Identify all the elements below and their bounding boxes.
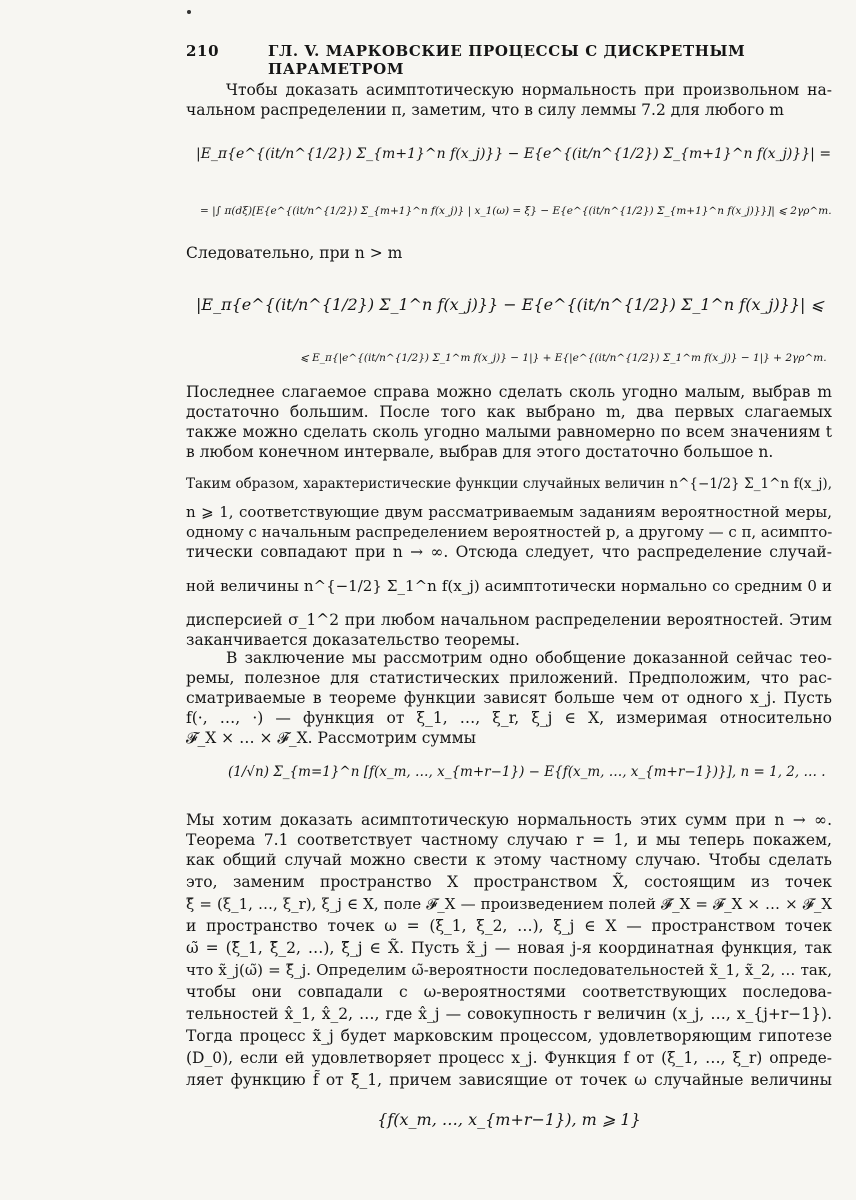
equation-3: (1/√n) Σ_{m=1}^n [f(x_m, …, x_{m+r−1}) − E{f(x_m, …, x_{m+r−1})}], n = 1, 2, … .	[228, 764, 826, 780]
text-line: Тогда процесс x̃_j будет марковским процессом, удовлетворяющим гипотезе	[186, 1027, 832, 1045]
text-line: 𝓕_X × … × 𝓕_X. Рассмотрим суммы	[186, 729, 476, 747]
page-number: 210	[186, 42, 220, 60]
equation-1-line-1: |E_π{e^{(it/n^{1/2}) Σ_{m+1}^n f(x_j)}} − E{e^{(it/n^{1/2}) Σ_{m+1}^n f(x_j)}}| =	[196, 146, 832, 162]
running-header	[186, 38, 836, 78]
text-line: Последнее слагаемое справа можно сделать сколь угодно малым, выбрав m	[186, 383, 832, 401]
text-line: n ⩾ 1, соответствующие двум рассматриваемым заданиям вероятностной меры,	[186, 503, 832, 521]
text-line: что x̃_j(ω̃) = ξ̃_j. Определим ω̃-вероятности последовательностей x̃_1, x̃_2, … так,	[186, 961, 832, 979]
text-line: одному с начальным распределением вероятностей p, а другому — с π, асимпто-	[186, 523, 833, 541]
text-line: чтобы они совпадали с ω-вероятностями соответствующих последова-	[186, 983, 832, 1001]
text-line: дисперсией σ_1^2 при любом начальном распределении вероятностей. Этим	[186, 611, 832, 629]
text-line: в любом конечном интервале, выбрав для этого достаточно большое n.	[186, 443, 774, 461]
text-line: ξ̃ = (ξ_1, …, ξ_r), ξ_j ∈ X, поле 𝓕_X — произведением полей 𝓕̃_X = 𝓕_X × … × 𝓕_X	[186, 895, 832, 913]
text-line: как общий случай можно свести к этому частному случаю. Чтобы сделать	[186, 851, 832, 869]
text-line: заканчивается доказательство теоремы.	[186, 631, 520, 649]
text-line: чальном распределении π, заметим, что в силу леммы 7.2 для любого m	[186, 101, 784, 119]
equation-2-line-2: ⩽ E_π{|e^{(it/n^{1/2}) Σ_1^m f(x_j)} − 1|} + E{|e^{(it/n^{1/2}) Σ_1^m f(x_j)} − 1|} + 2γρ^m.	[300, 352, 827, 364]
text-line: Теорема 7.1 соответствует частному случаю r = 1, и мы теперь покажем,	[186, 831, 832, 849]
text-line: ной величины n^{−1/2} Σ_1^n f(x_j) асимптотически нормально со средним 0 и	[186, 577, 832, 595]
text-line: также можно сделать сколь угодно малыми равномерно по всем значениям t	[186, 423, 832, 441]
text-line: сматриваемые в теореме функции зависят больше чем от одного x_j. Пусть	[186, 689, 832, 707]
text-line: ремы, полезное для статистических приложений. Предположим, что рас-	[186, 669, 832, 687]
text-line: Следовательно, при n > m	[186, 244, 403, 262]
text-line: Таким образом, характеристические функции случайных величин n^{−1/2} Σ_1^n f(x_j),	[186, 476, 832, 492]
text-line: тельностей x̂_1, x̂_2, …, где x̂_j — совокупность r величин (x_j, …, x_{j+r−1}).	[186, 1005, 832, 1023]
text-line: Мы хотим доказать асимптотическую нормальность этих сумм при n → ∞.	[186, 811, 832, 829]
running-title: ГЛ. V. МАРКОВСКИЕ ПРОЦЕССЫ С ДИСКРЕТНЫМ ПАРАМЕТРОМ	[268, 42, 746, 78]
text-line: В заключение мы рассмотрим одно обобщение доказанной сейчас тео-	[226, 649, 832, 667]
text-line: это, заменим пространство X пространством X̃, состоящим из точек	[186, 873, 832, 891]
text-line: (D_0), если ей удовлетворяет процесс x_j. Функция f от (ξ_1, …, ξ_r) опреде-	[186, 1049, 832, 1067]
text-line: и пространство точек ω = (ξ_1, ξ_2, …), ξ_j ∈ X — пространством точек	[186, 917, 832, 935]
text-line: достаточно большим. После того как выбрано m, два первых слагаемых	[186, 403, 832, 421]
equation-4: {f(x_m, …, x_{m+r−1}), m ⩾ 1}	[377, 1110, 641, 1129]
text-line: тически совпадают при n → ∞. Отсюда следует, что распределение случай-	[186, 543, 832, 561]
text-line: f(·, …, ·) — функция от ξ_1, …, ξ_r, ξ_j ∈ X, измеримая относительно	[186, 709, 832, 727]
text-line: ляет функцию f̃ от ξ̃_1, причем зависящие от точек ω случайные величины	[186, 1071, 832, 1089]
text-line: ω̃ = (ξ̃_1, ξ̃_2, …), ξ̃_j ∈ X̃. Пусть x̃_j — новая j-я координатная функция, так	[186, 939, 832, 957]
equation-2-line-1: |E_π{e^{(it/n^{1/2}) Σ_1^n f(x_j)}} − E{e^{(it/n^{1/2}) Σ_1^n f(x_j)}}| ⩽	[196, 295, 824, 314]
text-line: Чтобы доказать асимптотическую нормальность при произвольном на-	[226, 81, 832, 99]
equation-1-line-2: = |∫ π(dξ)[E{e^{(it/n^{1/2}) Σ_{m+1}^n f(x_j)} | x_1(ω) = ξ} − E{e^{(it/n^{1/2}) Σ_{m+1}^n f(x_j)}}]| ⩽ 2γρ^m.	[200, 205, 832, 217]
print-speck	[187, 10, 191, 14]
